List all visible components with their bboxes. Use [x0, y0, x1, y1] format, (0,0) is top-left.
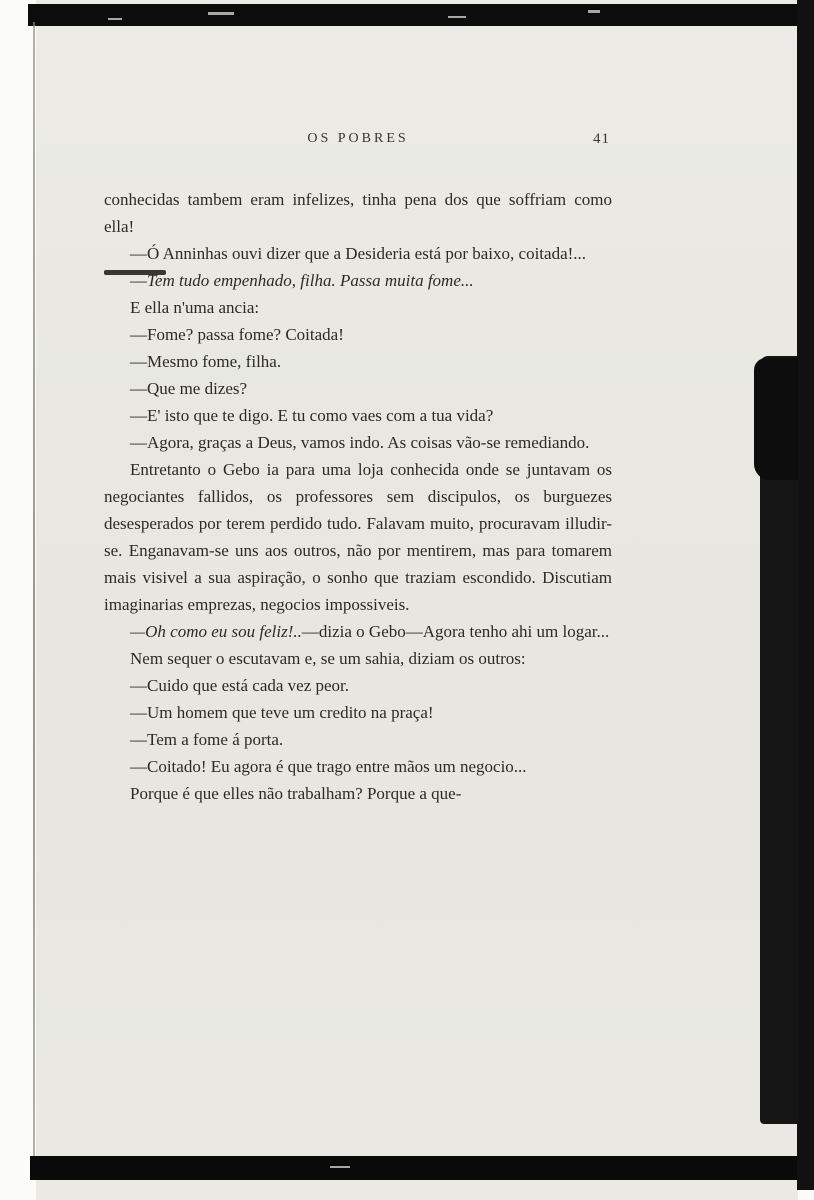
scan-artifact-right-strip: [797, 0, 814, 1190]
paragraph: [104, 645, 612, 672]
paragraph: [104, 699, 612, 726]
paragraph: [104, 375, 612, 402]
scan-noise: [588, 10, 600, 13]
scan-artifact-left-edge: [33, 22, 35, 1156]
text-run: —Um homem que teve um credito na praça!: [130, 703, 434, 722]
running-title: OS POBRES: [307, 131, 409, 146]
text-run: —Coitado! Eu agora é que trago entre mãos um negocio...: [130, 757, 527, 776]
paragraph: [104, 672, 612, 699]
text-run: —Que me dizes?: [130, 379, 248, 398]
text-run: —Mesmo fome, filha.: [130, 352, 282, 371]
paragraph: [104, 240, 612, 267]
text-run: E ella n'uma ancia:: [130, 298, 260, 317]
text-run: Porque é que elles não trabalham? Porque a que-: [130, 784, 462, 803]
paragraph: [104, 780, 612, 807]
paragraph: [104, 726, 612, 753]
text-run: —: [130, 271, 147, 290]
text-run-italic: —Oh como eu sou feliz!..: [130, 622, 302, 641]
paragraph: [104, 321, 612, 348]
text-run-italic: Tem tudo empenhado, filha. Passa muita fome...: [147, 271, 474, 290]
text-run: Nem sequer o escutavam e, se um sahia, diziam os outros:: [130, 649, 526, 668]
paragraph: [104, 456, 612, 618]
scan-artifact-top-bar: [28, 4, 814, 26]
paragraph: [104, 348, 612, 375]
text-block: [104, 186, 612, 807]
text-run: Entretanto o Gebo ia para uma loja conhecida onde se juntavam os negociantes fallidos, os professores sem discipulos, os burguezes desesperados por terem perdido tudo. Falavam muito, procuravam illudir-se. Enganavam-se uns aos outros, não por mentirem, mas para tomarem mais visivel a sua aspiração, o sonho que traziam escondido. Discutiam imaginarias emprezas, negocios impossiveis.: [104, 460, 612, 614]
scan-noise: [448, 16, 466, 18]
paragraph: [104, 402, 612, 429]
text-run: —E' isto que te digo. E tu como vaes com a tua vida?: [130, 406, 494, 425]
scan-artifact-bottom-bar: [30, 1156, 814, 1180]
text-run: —Ó Anninhas ouvi dizer que a Desideria está por baixo, coitada!...: [130, 244, 587, 263]
page-number: 41: [593, 131, 610, 147]
running-head: [104, 131, 612, 147]
scan-noise: [208, 12, 234, 15]
text-run: —dizia o Gebo—Agora tenho ahi um logar...: [301, 622, 610, 641]
paragraph: [104, 267, 612, 294]
text-run: —Agora, graças a Deus, vamos indo. As coisas vão-se remediando.: [130, 433, 590, 452]
paragraph: [104, 429, 612, 456]
scan-noise: [330, 1166, 350, 1168]
text-run: —Tem a fome á porta.: [130, 730, 284, 749]
text-run: conhecidas tambem eram infelizes, tinha pena dos que soffriam como ella!: [104, 190, 612, 236]
scan-artifact-right-blob: [754, 358, 798, 480]
text-run: —Cuido que está cada vez peor.: [130, 676, 350, 695]
paragraph: [104, 186, 612, 240]
text-run: —Fome? passa fome? Coitada!: [130, 325, 344, 344]
paragraph: [104, 618, 612, 645]
paragraph: [104, 294, 612, 321]
scan-noise: [108, 18, 122, 20]
paragraph: [104, 753, 612, 780]
